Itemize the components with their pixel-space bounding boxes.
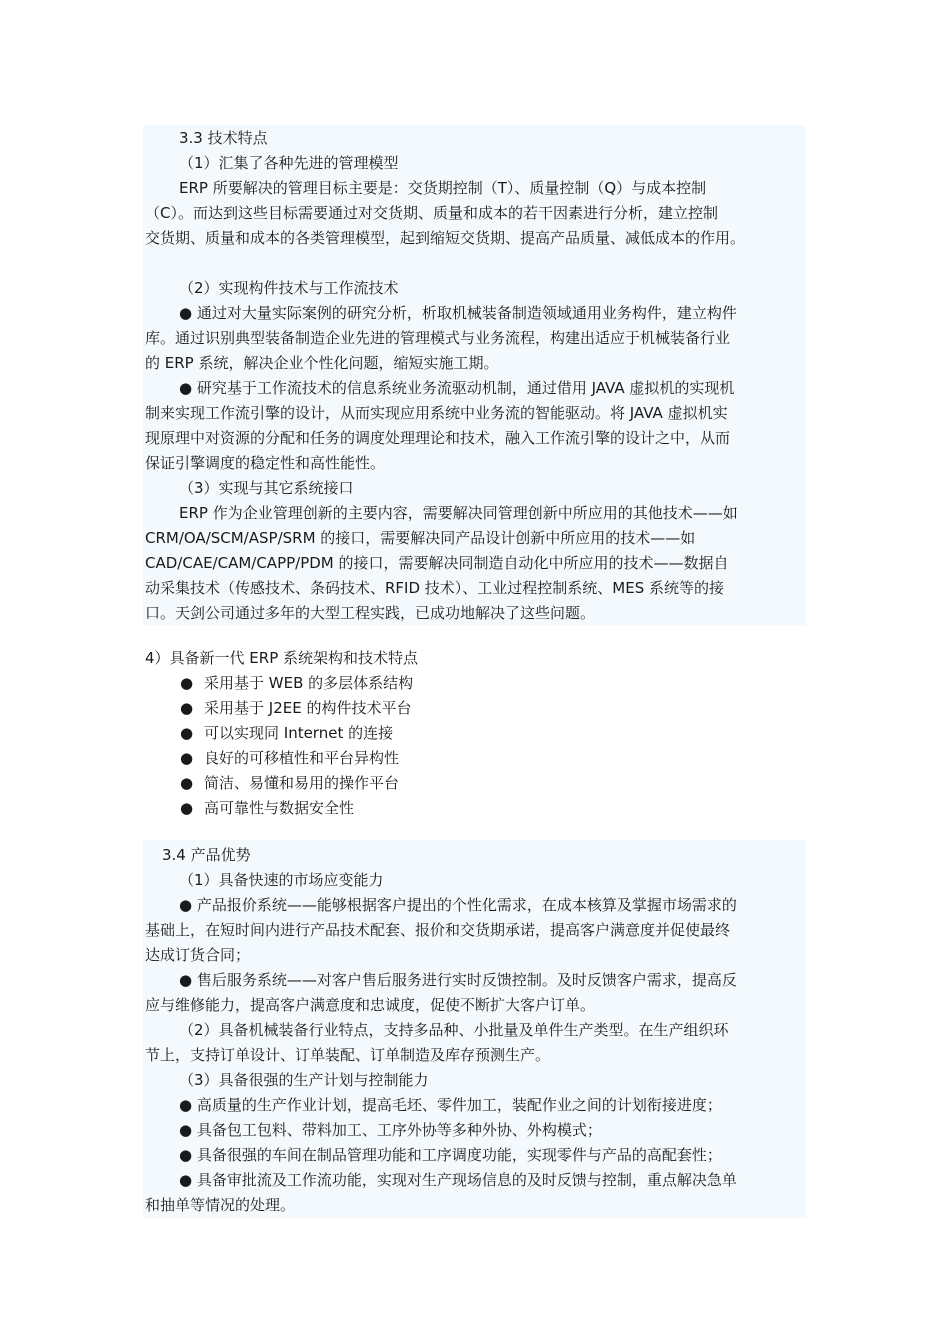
- paragraph-line: 达成订货合同；: [145, 946, 251, 964]
- paragraph-line: 库。通过识别典型装备制造企业先进的管理模式与业务流程，构建出适应于机械装备行业: [145, 329, 731, 347]
- list-item: ● 采用基于 WEB 的多层体系结构: [180, 674, 414, 692]
- paragraph-line: 口。天剑公司通过多年的大型工程实践，已成功地解决了这些问题。: [145, 604, 596, 622]
- paragraph-line: 保证引擎调度的稳定性和高性能性。: [145, 454, 386, 472]
- paragraph-line: 动采集技术（传感技术、条码技术、RFID 技术）、工业过程控制系统、MES 系统等的接: [145, 579, 725, 597]
- list-item: ● 高可靠性与数据安全性: [180, 799, 355, 817]
- paragraph-line: ERP 所要解决的管理目标主要是：交货期控制（T）、质量控制（Q）与成本控制: [179, 179, 707, 197]
- subheading-new-architecture: 4）具备新一代 ERP 系统架构和技术特点: [145, 649, 419, 667]
- paragraph-line: CRM/OA/SCM/ASP/SRM 的接口，需要解决同产品设计创新中所应用的技术——如: [145, 529, 696, 547]
- paragraph-line: ● 售后服务系统——对客户售后服务进行实时反馈控制。及时反馈客户需求，提高反: [179, 971, 737, 989]
- paragraph-line: 应与维修能力，提高客户满意度和忠诚度，促使不断扩大客户订单。: [145, 996, 596, 1014]
- paragraph-line: （2）具备机械装备行业特点，支持多品种、小批量及单件生产类型。在生产组织环: [179, 1021, 729, 1039]
- subheading-market-response: （1）具备快速的市场应变能力: [179, 871, 384, 889]
- paragraph-line: ● 高质量的生产作业计划，提高毛坯、零件加工，装配作业之间的计划衔接进度；: [179, 1096, 722, 1114]
- list-item: ● 可以实现同 Internet 的连接: [180, 724, 394, 742]
- list-item: ● 采用基于 J2EE 的构件技术平台: [180, 699, 412, 717]
- paragraph-line: （C）。而达到这些目标需要通过对交货期、质量和成本的若干因素进行分析，建立控制: [145, 204, 718, 222]
- paragraph-line: 交货期、质量和成本的各类管理模型，起到缩短交货期、提高产品质量、减低成本的作用。: [145, 229, 746, 247]
- section-heading-3-3: 3.3 技术特点: [179, 129, 268, 147]
- bullet-icon: ●: [180, 774, 194, 792]
- bullet-icon: ●: [180, 674, 194, 692]
- shaded-section-tech: [143, 125, 806, 625]
- paragraph-line: ERP 作为企业管理创新的主要内容，需要解决同管理创新中所应用的其他技术——如: [179, 504, 738, 522]
- paragraph-line: ● 研究基于工作流技术的信息系统业务流驱动机制，通过借用 JAVA 虚拟机的实现机: [179, 379, 735, 397]
- paragraph-line: ● 具备很强的车间在制品管理功能和工序调度功能，实现零件与产品的高配套性；: [179, 1146, 722, 1164]
- bullet-icon: ●: [180, 724, 194, 742]
- subheading-system-interfaces: （3）实现与其它系统接口: [179, 479, 354, 497]
- paragraph-line: ● 产品报价系统——能够根据客户提出的个性化需求，在成本核算及掌握市场需求的: [179, 896, 737, 914]
- bullet-icon: ●: [180, 699, 194, 717]
- paragraph-line: ● 通过对大量实际案例的研究分析，析取机械装备制造领域通用业务构件，建立构件: [179, 304, 737, 322]
- subheading-production-planning: （3）具备很强的生产计划与控制能力: [179, 1071, 429, 1089]
- paragraph-line: 制来实现工作流引擎的设计，从而实现应用系统中业务流的智能驱动。将 JAVA 虚拟机实: [145, 404, 728, 422]
- paragraph-line: 的 ERP 系统，解决企业个性化问题，缩短实施工期。: [145, 354, 499, 372]
- paragraph-line: 节上，支持订单设计、订单装配、订单制造及库存预测生产。: [145, 1046, 551, 1064]
- subheading-component-workflow: （2）实现构件技术与工作流技术: [179, 279, 399, 297]
- paragraph-line: 和抽单等情况的处理。: [145, 1196, 296, 1214]
- paragraph-line: CAD/CAE/CAM/CAPP/PDM 的接口，需要解决同制造自动化中所应用的技术——数据自: [145, 554, 729, 572]
- paragraph-line: 基础上，在短时间内进行产品技术配套、报价和交货期承诺，提高客户满意度并促使最终: [145, 921, 731, 939]
- paragraph-line: ● 具备包工包料、带料加工、工序外协等多种外协、外构模式；: [179, 1121, 602, 1139]
- subheading-management-models: （1）汇集了各种先进的管理模型: [179, 154, 399, 172]
- list-item: ● 简洁、易懂和易用的操作平台: [180, 774, 400, 792]
- paragraph-line: 现原理中对资源的分配和任务的调度处理理论和技术，融入工作流引擎的设计之中，从而: [145, 429, 731, 447]
- paragraph-line: ● 具备审批流及工作流功能，实现对生产现场信息的及时反馈与控制，重点解决急单: [179, 1171, 737, 1189]
- section-heading-3-4: 3.4 产品优势: [162, 846, 251, 864]
- bullet-icon: ●: [180, 799, 194, 817]
- bullet-icon: ●: [180, 749, 194, 767]
- list-item: ● 良好的可移植性和平台异构性: [180, 749, 400, 767]
